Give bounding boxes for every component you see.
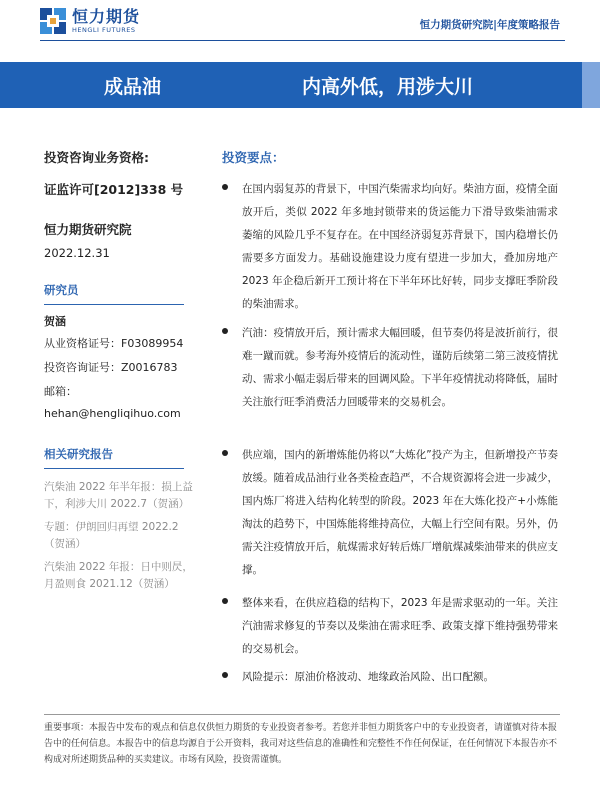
key-point-item — [222, 322, 558, 414]
researcher-name: 贺涵 — [44, 315, 66, 328]
bullet-icon — [222, 598, 228, 604]
banner-category: 成品油 — [104, 76, 162, 98]
institute-name: 恒力期货研究院 — [44, 222, 132, 237]
related-report-item[interactable]: 汽柴油 2022 年报：日中则昃，月盈则食 2021.12（贺涵） — [44, 561, 193, 590]
banner-edge-accent — [582, 62, 600, 108]
section-divider — [44, 468, 184, 469]
email-label: 邮箱： — [44, 385, 77, 398]
header-report-type: 恒力期货研究院|年度策略报告 — [419, 19, 560, 31]
researcher-section-title: 研究员 — [44, 283, 79, 297]
report-date: 2022.12.31 — [44, 246, 110, 260]
key-point-text: 在国内弱复苏的背景下，中国汽柴需求均向好。柴油方面，疫情全面放开后，类似 2022 年多地封锁带来的货运能力下滑导致柴油需求萎缩的风险几乎不复存在。在中国经济弱复苏背景下，国内稳增长仍需要多方面发力。基础设施建设力度有望进一步加大，叠加房地产 2023 年企稳后新开工预计将在下半年环比好转，同步支撑旺季阶段的柴油需求。 — [242, 183, 558, 310]
qualification-title: 投资咨询业务资格: — [44, 150, 149, 165]
related-reports-title: 相关研究报告 — [44, 447, 113, 461]
key-points-title: 投资要点： — [222, 150, 285, 165]
bullet-icon — [222, 672, 228, 678]
key-point-text: 汽油：疫情放开后，预计需求大幅回暖，但节奏仍将是波折前行，很难一蹴而就。参考海外疫情后的流动性，谨防后续第二第三波疫情扰动、需求小幅走弱后带来的回调风险。下半年疫情扰动将降低，届时关注旅行旺季消费活力回暖带来的交易机会。 — [242, 327, 558, 408]
title-banner — [0, 62, 600, 108]
key-point-text: 风险提示：原油价格波动、地缘政治风险、出口配额。 — [242, 671, 494, 683]
key-points-header — [222, 148, 560, 166]
banner-headline: 内高外低，用涉大川 — [302, 76, 474, 98]
footer-divider — [44, 714, 560, 715]
left-sidebar — [44, 140, 204, 593]
email-link[interactable]: hehan@hengliqihuo.com — [44, 407, 181, 420]
key-point-text: 供应端，国内的新增炼能仍将以“大炼化”投产为主，但新增投产节奏放缓。随着成品油行业各类检查趋严，不合规资源将会进一步减少，国内炼厂将进入结构化转型的阶段。2023 年在大炼化投产+小炼能淘汰的趋势下，中国炼能将维持高位，大幅上行空间有限。另外，仍需关注疫情放开后，航煤需求好转后炼厂增航煤减柴油带来的供应支撑。 — [242, 449, 558, 576]
bullet-icon — [222, 450, 228, 456]
key-point-item — [222, 444, 558, 582]
logo-mark-icon — [40, 8, 66, 34]
hengli-logo — [40, 8, 140, 34]
key-point-item — [222, 178, 558, 316]
key-point-item — [222, 592, 558, 661]
cert-advisory: 投资咨询证号：Z0016783 — [44, 361, 178, 374]
key-point-item — [222, 666, 558, 689]
disclaimer: 重要事项：本报告中发布的观点和信息仅供恒力期货的专业投资者参考。若您并非恒力期货客户中的专业投资者，请谨慎对待本报告中的任何信息。本报告中的信息均源自于公开资料，我司对这些信息的准确性和完整性不作任何保证，在任何情况下本报告亦不构成对所述期货品种的买卖建议。市场有风险，投资需谨慎。 — [44, 723, 558, 765]
logo-cn: 恒力期货 — [72, 6, 141, 26]
header-divider — [40, 40, 565, 41]
logo-en: HENGLI FUTURES — [72, 25, 136, 34]
bullet-icon — [222, 184, 228, 190]
related-report-item[interactable]: 汽柴油 2022 年半年报：损上益下，利涉大川 2022.7（贺涵） — [44, 481, 193, 510]
cert-practice: 从业资格证号：F03089954 — [44, 337, 184, 350]
related-report-item[interactable]: 专题：伊朗回归再望 2022.2（贺涵） — [44, 521, 179, 550]
bullet-icon — [222, 328, 228, 334]
key-point-text: 整体来看，在供应趋稳的结构下，2023 年是需求驱动的一年。关注汽油需求修复的节奏以及柴油在需求旺季、政策支撑下维持强势带来的交易机会。 — [242, 597, 558, 655]
page-header — [0, 0, 600, 44]
section-divider — [44, 304, 184, 305]
license-number: 证监许可[2012]338 号 — [44, 182, 184, 197]
